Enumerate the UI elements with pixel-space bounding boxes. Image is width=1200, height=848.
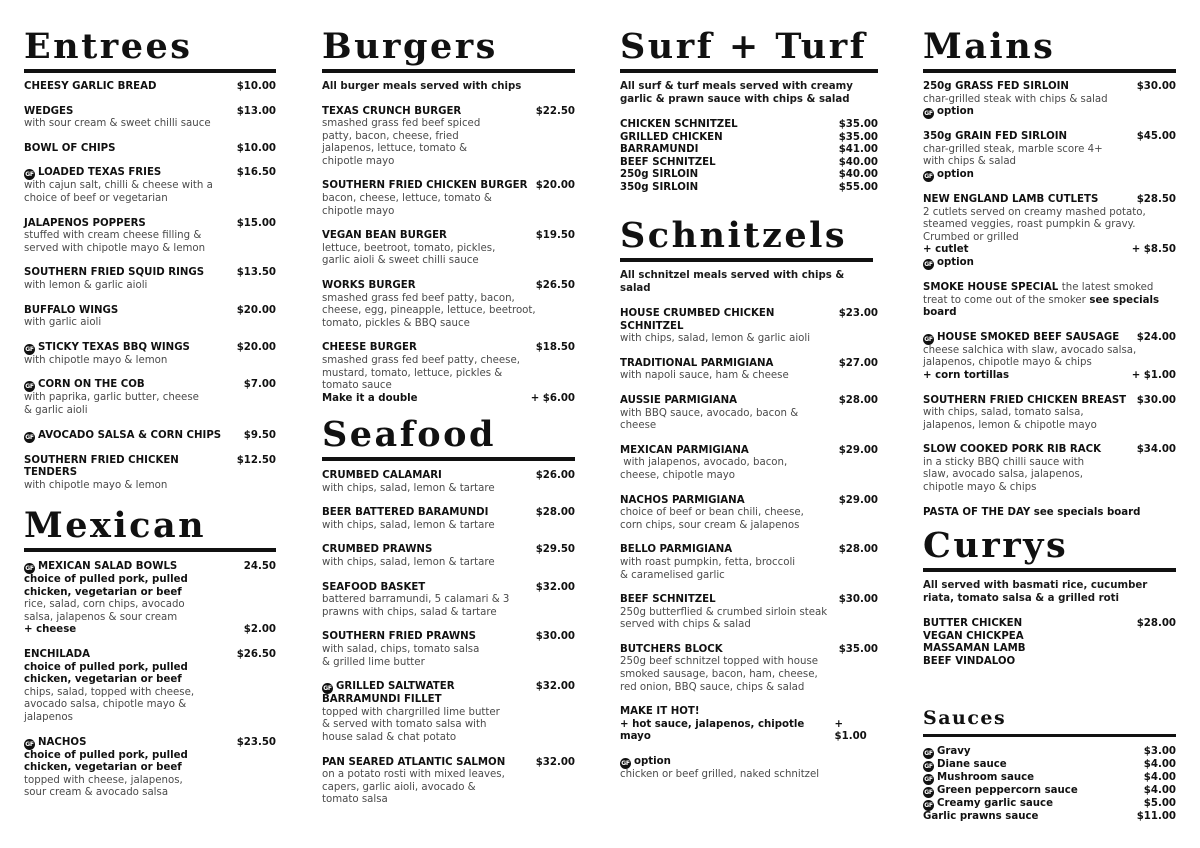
sauce-price: $4.00 [1143, 759, 1176, 770]
item-name: SOUTHERN FRIED CHICKEN TENDERS [24, 454, 179, 479]
item-price: $35.00 [838, 119, 878, 130]
item-desc: stuffed with cream cheese filling & served with chipotle mayo & lemon [24, 230, 206, 254]
item-price: $20.00 [236, 304, 276, 316]
menu-item [620, 358, 878, 383]
menu-item [24, 106, 276, 131]
item-desc: with chipotle mayo & lemon [24, 354, 168, 366]
item-price: $20.00 [236, 341, 276, 353]
menu-item [24, 649, 276, 725]
item-desc: with chips, salad, tomato salsa, jalapenos, lemon & chipotle mayo [923, 407, 1097, 431]
item-name: SOUTHERN FRIED CHICKEN BREAST [923, 394, 1127, 406]
menu-item [620, 169, 878, 182]
item-desc: smashed grass fed beef spiced patty, bacon, cheese, fried jalapenos, lettuce, tomato & chipotle mayo [322, 118, 481, 167]
menu-item [24, 218, 276, 256]
item-price: $26.50 [535, 280, 575, 292]
menu-item [24, 143, 276, 156]
menu-item [620, 495, 878, 533]
item-desc: 250g butterflied & crumbed sirloin steak served with chips & salad [620, 606, 828, 631]
gluten-free-icon: GF [924, 763, 933, 770]
section-rule [620, 69, 878, 73]
item-desc: with jalapenos, avocado, bacon, cheese, chipotle mayo [620, 457, 791, 481]
item-price: $28.00 [535, 507, 575, 519]
seafood-title: Seafood [322, 414, 496, 455]
option-label: option [634, 756, 671, 768]
item-desc: 250g beef schnitzel topped with house smoked sausage, bacon, ham, cheese, red onion, BBQ sauce, chips & salad [620, 656, 819, 693]
sauce-item [923, 772, 1176, 785]
item-name: HOUSE CRUMBED CHICKEN SCHNITZEL [620, 308, 775, 332]
item-price: $40.00 [838, 169, 878, 181]
item-name: 250g SIRLOIN [620, 169, 699, 181]
menu-item [24, 305, 276, 330]
item-price: $28.00 [1136, 618, 1176, 629]
item-price: $35.00 [838, 131, 878, 143]
sauce-price: $3.00 [1143, 746, 1176, 757]
item-name: PAN SEARED ATLANTIC SALMON [322, 756, 506, 768]
menu-item [24, 267, 276, 292]
gf-option-note [620, 756, 878, 782]
menu-item [24, 167, 276, 205]
schnitzels-section [620, 215, 878, 794]
item-name: SOUTHERN FRIED CHICKEN BURGER [322, 180, 528, 192]
item-price: $27.00 [838, 357, 878, 369]
section-intro: All schnitzel meals served with chips & salad [620, 270, 845, 294]
item-price: $13.00 [236, 105, 276, 117]
surf-turf-title: Surf + Turf [620, 26, 868, 67]
item-name: SMOKE HOUSE SPECIAL [923, 281, 1059, 293]
item-name: WORKS BURGER [322, 280, 416, 292]
item-name: STICKY TEXAS BBQ WINGS [38, 341, 190, 353]
item-price: $12.50 [236, 454, 276, 466]
menu-item [322, 681, 575, 744]
item-price: $28.00 [838, 544, 878, 556]
item-desc: in a sticky BBQ chilli sauce with slaw, avocado salsa, jalapenos, chipotle mayo & chips [923, 456, 1085, 494]
item-name: 350g GRAIN FED SIRLOIN [923, 131, 1068, 143]
menu-item [923, 395, 1176, 433]
item-name: NEW ENGLAND LAMB CUTLETS [923, 193, 1099, 205]
item-name: CORN ON THE COB [38, 379, 145, 391]
seafood-list [322, 470, 575, 807]
gluten-free-icon: GF [924, 789, 933, 796]
gluten-free-icon: GF [924, 750, 933, 757]
option-label: option [937, 106, 974, 118]
mains-section [923, 26, 1176, 531]
gluten-free-icon: GF [924, 172, 933, 180]
mexican-title: Mexican [24, 505, 207, 546]
item-name: TEXAS CRUNCH BURGER [322, 105, 462, 117]
item-desc: smashed grass fed beef patty, bacon, cheese, egg, pineapple, lettuce, beetroot, tomato, pickles & BBQ sauce [322, 292, 536, 329]
item-price: $55.00 [838, 181, 878, 193]
menu-item [923, 332, 1176, 383]
menu-item [620, 157, 878, 170]
item-price: 24.50 [243, 561, 276, 572]
mains-title: Mains [923, 26, 1056, 67]
menu-item [24, 342, 276, 368]
gluten-free-icon: GF [25, 345, 34, 353]
item-desc: smashed grass fed beef patty, cheese, mustard, tomato, lettuce, pickles & tomato sauce [322, 355, 520, 392]
section-rule [923, 734, 1176, 737]
make-it-hot [620, 706, 878, 744]
item-price: $24.00 [1136, 331, 1176, 343]
item-name: MEXICAN SALAD BOWLS [38, 561, 178, 572]
item-desc: chips, salad, topped with cheese, avocado salsa, chipotle mayo & jalapenos [24, 686, 195, 723]
menu-item [322, 470, 575, 495]
item-name: BUTCHERS BLOCK [620, 643, 723, 655]
item-desc: chicken or beef grilled, naked schnitzel [620, 769, 820, 781]
sauces-list [923, 746, 1176, 824]
menu-item [923, 507, 1176, 520]
menu-item [620, 132, 878, 145]
menu-item [923, 81, 1176, 119]
item-desc: with chips, salad, lemon & tartare [322, 556, 495, 568]
item-desc: topped with cheese, jalapenos, sour cream & avocado salsa [24, 774, 183, 799]
item-desc: battered barramundi, 5 calamari & 3 prawns with chips, salad & tartare [322, 594, 510, 618]
item-name: JALAPENOS POPPERS [24, 217, 146, 229]
item-price: $32.00 [535, 756, 575, 768]
sauce-price: $4.00 [1143, 785, 1176, 796]
item-desc: with chips, salad, lemon & tartare [322, 519, 495, 531]
menu-item [620, 119, 878, 132]
menu-item [322, 106, 575, 169]
item-desc: lettuce, beetroot, tomato, pickles, garlic aioli & sweet chilli sauce [322, 242, 496, 267]
item-name: SOUTHERN FRIED SQUID RINGS [24, 267, 205, 279]
sauce-price: $4.00 [1143, 772, 1176, 783]
item-desc: with garlic aioli [24, 317, 102, 329]
item-note: the latest smoked treat to come out of the smoker [923, 281, 1154, 306]
item-choice: choice of pulled pork, pulled chicken, vegetarian or beef [24, 574, 188, 598]
addon-label: + cutlet [923, 244, 969, 256]
gluten-free-icon: GF [621, 760, 630, 768]
gluten-free-icon: GF [25, 740, 34, 748]
section-rule [24, 69, 276, 73]
item-name: AVOCADO SALSA & CORN CHIPS [38, 429, 222, 441]
menu-item [24, 430, 276, 443]
sauce-name: Mushroom sauce [937, 772, 1035, 783]
item-price: $30.00 [1136, 81, 1176, 92]
item-price: $7.00 [243, 379, 276, 391]
currys-title: Currys [923, 525, 1069, 566]
item-name: BOWL OF CHIPS [24, 142, 116, 154]
item-price: $30.00 [838, 594, 878, 606]
mexican-list [24, 561, 276, 800]
menu-item [322, 180, 575, 218]
item-name: GRILLED CHICKEN [620, 131, 723, 143]
item-name: BUFFALO WINGS [24, 304, 119, 316]
item-name: AUSSIE PARMIGIANA [620, 394, 737, 406]
item-price: $34.00 [1136, 444, 1176, 456]
item-price: $35.00 [838, 643, 878, 655]
item-price: $9.50 [243, 429, 276, 441]
item-name: CHEESY GARLIC BREAD [24, 81, 157, 92]
menu-item [620, 308, 878, 346]
section-rule [322, 457, 575, 461]
section-intro: All surf & turf meals served with creamy garlic & prawn sauce with chips & salad [620, 81, 853, 105]
surf-turf-section [620, 26, 878, 195]
gluten-free-icon: GF [924, 802, 933, 809]
schnitzels-title: Schnitzels [620, 215, 848, 256]
item-name: 350g SIRLOIN [620, 181, 699, 193]
item-price: $32.00 [535, 581, 575, 593]
item-name: BEEF SCHNITZEL [620, 156, 716, 168]
sauce-name: Creamy garlic sauce [937, 798, 1053, 809]
gluten-free-icon: GF [25, 433, 34, 441]
entrees-title: Entrees [24, 26, 193, 67]
item-name: PASTA OF THE DAY [923, 506, 1031, 518]
item-desc: with cajun salt, chilli & cheese with a choice of beef or vegetarian [24, 180, 213, 204]
menu-item [620, 644, 878, 694]
item-name: BARRAMUNDI [620, 144, 699, 156]
schnitzels-list [620, 308, 878, 782]
sauce-item [923, 746, 1176, 759]
sauces-title: Sauces [923, 707, 1007, 729]
item-name: MEXICAN PARMIGIANA [620, 444, 749, 456]
item-price: $26.00 [535, 470, 575, 481]
item-name: VEGAN BEAN BURGER [322, 230, 447, 242]
addon-price: $2.00 [243, 624, 276, 636]
item-price: $18.50 [535, 342, 575, 354]
item-price: $23.00 [838, 308, 878, 319]
item-price: $28.00 [838, 394, 878, 406]
item-price: $29.00 [838, 444, 878, 456]
item-desc: topped with chargrilled lime butter & served with tomato salsa with house salad & chat potato [322, 706, 500, 743]
item-desc: rice, salad, corn chips, avocado salsa, jalapenos & sour cream [24, 599, 185, 623]
item-choice: choice of pulled pork, pulled chicken, vegetarian or beef [24, 661, 188, 686]
sauce-price: $5.00 [1143, 798, 1176, 809]
addon-price: + $1.00 [1131, 369, 1176, 381]
gluten-free-icon: GF [323, 685, 332, 693]
item-name: CHICKEN SCHNITZEL [620, 119, 738, 130]
item-desc: cheese salchica with slaw, avocado salsa, jalapenos, chipotle mayo & chips [923, 344, 1137, 369]
option-label: option [937, 168, 974, 180]
item-desc: char-grilled steak with chips & salad [923, 93, 1108, 105]
menu-item [322, 342, 575, 405]
section-rule [923, 568, 1176, 572]
item-desc: with chips, salad, lemon & garlic aioli [620, 333, 811, 345]
burgers-section [322, 26, 575, 417]
item-name: NACHOS PARMIGIANA [620, 494, 745, 506]
gluten-free-icon: GF [924, 335, 933, 343]
seafood-section [322, 414, 575, 819]
item-name: GRILLED SALTWATER BARRAMUNDI FILLET [322, 681, 455, 706]
sauces-section [923, 706, 1176, 824]
menu-item [620, 445, 878, 483]
item-price: $29.00 [838, 494, 878, 506]
section-intro: All served with basmati rice, cucumber riata, tomato salsa & a grilled roti [923, 580, 1148, 604]
item-note-bold: see specials board [923, 294, 1160, 319]
menu-item [620, 594, 878, 632]
item-desc: on a potato rosti with mixed leaves, capers, garlic aioli, avocado & tomato salsa [322, 769, 505, 806]
addon-label: + corn tortillas [923, 369, 1010, 381]
item-price: $20.00 [535, 180, 575, 192]
item-note-bold: see specials board [1033, 506, 1141, 518]
item-desc: with napoli sauce, ham & cheese [620, 370, 789, 382]
burgers-title: Burgers [322, 26, 498, 67]
option-label: option [937, 256, 974, 268]
gluten-free-icon: GF [924, 260, 933, 268]
section-intro: All burger meals served with chips [322, 81, 522, 92]
item-price: $28.50 [1136, 193, 1176, 205]
sauce-item [923, 811, 1176, 824]
item-price: $45.00 [1136, 131, 1176, 143]
item-price: $30.00 [1136, 394, 1176, 406]
item-price: $41.00 [838, 144, 878, 156]
item-name: CHEESE BURGER [322, 342, 417, 354]
item-name: BEER BATTERED BARAMUNDI [322, 507, 489, 519]
item-name: CRUMBED PRAWNS [322, 544, 433, 556]
gluten-free-icon: GF [924, 110, 933, 118]
menu-item [322, 507, 575, 532]
menu-item [322, 280, 575, 330]
addon-label: + hot sauce, jalapenos, chipotle mayo [620, 718, 805, 743]
sauce-item [923, 785, 1176, 798]
menu-item [24, 455, 276, 493]
mexican-section [24, 505, 276, 812]
menu-item [322, 544, 575, 569]
item-price: $23.50 [236, 736, 276, 748]
item-price: $16.50 [236, 167, 276, 179]
menu-item [620, 544, 878, 582]
sauce-price: $11.00 [1136, 811, 1176, 822]
item-desc: with salad, chips, tomato salsa & grilled lime butter [322, 643, 480, 668]
item-name: LOADED TEXAS FRIES [38, 167, 162, 179]
item-desc: choice of beef or bean chili, cheese, corn chips, sour cream & jalapenos [620, 507, 804, 531]
menu-item [620, 144, 878, 157]
sauce-name: Diane sauce [937, 759, 1007, 770]
item-name: NACHOS [38, 736, 87, 748]
menu-item [620, 182, 878, 195]
currys-list [923, 618, 1176, 668]
item-price: $22.50 [535, 105, 575, 117]
entrees-list [24, 81, 276, 492]
item-name: MAKE IT HOT! [620, 706, 700, 718]
item-desc: with BBQ sauce, avocado, bacon & cheese [620, 407, 799, 432]
item-desc: char-grilled steak, marble score 4+ with chips & salad [923, 143, 1103, 168]
gluten-free-icon: GF [25, 383, 34, 391]
item-name: SOUTHERN FRIED PRAWNS [322, 631, 477, 643]
item-name: WEDGES [24, 105, 74, 117]
curry-item: MASSAMAN LAMB [923, 643, 1026, 655]
menu-item [322, 230, 575, 268]
item-price: $30.00 [535, 631, 575, 643]
item-price: $29.50 [535, 544, 575, 556]
menu-item [620, 395, 878, 433]
sauce-item [923, 798, 1176, 811]
sauce-item [923, 759, 1176, 772]
addon-price: + $8.50 [1131, 244, 1176, 256]
item-desc: with chipotle mayo & lemon [24, 479, 168, 491]
item-desc: with roast pumpkin, fetta, broccoli & caramelised garlic [620, 556, 796, 581]
mains-list [923, 81, 1176, 519]
surf-turf-list [620, 119, 878, 195]
item-name: 250g GRASS FED SIRLOIN [923, 81, 1069, 92]
item-price: $15.00 [236, 217, 276, 229]
item-price: $19.50 [535, 230, 575, 242]
menu-item [923, 194, 1176, 270]
item-desc: with lemon & garlic aioli [24, 279, 148, 291]
item-desc: with paprika, garlic butter, cheese & garlic aioli [24, 392, 199, 416]
item-price: $40.00 [838, 156, 878, 168]
item-desc: with sour cream & sweet chilli sauce [24, 118, 211, 130]
item-price: $13.50 [236, 267, 276, 279]
item-name: CRUMBED CALAMARI [322, 470, 442, 481]
curry-item: BUTTER CHICKEN [923, 618, 1023, 629]
item-name: SEAFOOD BASKET [322, 581, 426, 593]
curry-item: VEGAN CHICKPEA [923, 630, 1024, 642]
item-desc: with chips, salad, lemon & tartare [322, 482, 495, 494]
menu-item [923, 131, 1176, 182]
menu-item [322, 631, 575, 669]
item-price: $10.00 [236, 142, 276, 154]
burgers-list [322, 106, 575, 406]
gluten-free-icon: GF [25, 565, 34, 572]
menu-item [923, 282, 1176, 320]
item-name: TRADITIONAL PARMIGIANA [620, 357, 774, 369]
addon-label: + cheese [24, 624, 77, 636]
addon-price: + $6.00 [530, 392, 575, 404]
menu-item [322, 757, 575, 807]
currys-section [923, 525, 1176, 668]
item-name: BEEF SCHNITZEL [620, 594, 716, 606]
entrees-section [24, 26, 276, 504]
menu-item [322, 582, 575, 620]
menu-item [24, 561, 276, 637]
menu-item [24, 737, 276, 800]
item-desc: 2 cutlets served on creamy mashed potato, steamed veggies, roast pumpkin & gravy. Crumbed or grilled [923, 206, 1146, 243]
menu-item [24, 379, 276, 417]
item-name: SLOW COOKED PORK RIB RACK [923, 444, 1102, 456]
sauce-name: Green peppercorn sauce [937, 785, 1078, 796]
section-rule [923, 69, 1176, 73]
addon-price: + $1.00 [834, 718, 867, 743]
item-name: BELLO PARMIGIANA [620, 544, 733, 556]
curry-item: BEEF VINDALOO [923, 655, 1016, 667]
item-price: $10.00 [236, 81, 276, 92]
item-price: $32.00 [535, 681, 575, 693]
section-rule [322, 69, 575, 73]
menu-item [24, 81, 276, 94]
item-name: ENCHILADA [24, 648, 90, 660]
section-rule [24, 548, 276, 552]
item-desc: bacon, cheese, lettuce, tomato & chipotle mayo [322, 193, 492, 217]
sauce-name: Gravy [937, 746, 971, 757]
item-name: HOUSE SMOKED BEEF SAUSAGE [937, 331, 1120, 343]
item-price: $26.50 [236, 648, 276, 660]
sauce-name: Garlic prawns sauce [923, 811, 1039, 822]
gluten-free-icon: GF [924, 776, 933, 783]
gluten-free-icon: GF [25, 171, 34, 179]
menu-item [923, 444, 1176, 494]
section-rule [620, 258, 873, 262]
addon-label: Make it a double [322, 392, 418, 404]
item-choice: choice of pulled pork, pulled chicken, vegetarian or beef [24, 749, 188, 774]
